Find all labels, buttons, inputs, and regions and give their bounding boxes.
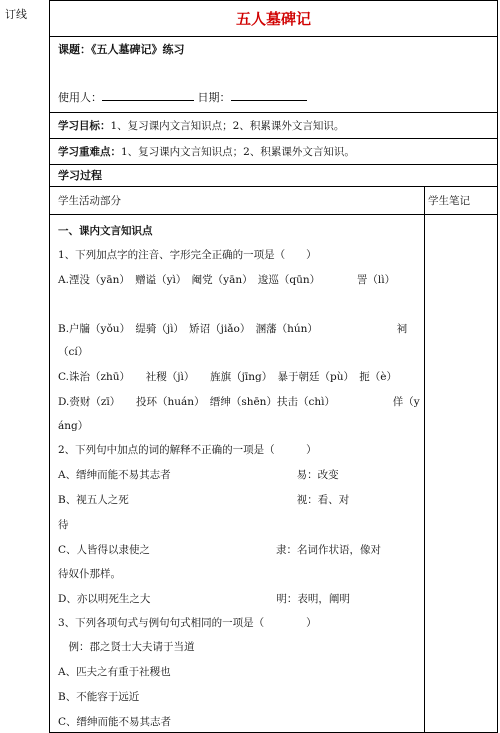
q2-option-d: D、亦以明死生之大 明：表明，阐明 [58,593,350,605]
q1-option-a: A.湮没（yān） 赠谥（yì） 阉党（yān） 逡巡（qūn） 詈（lì） [58,274,396,286]
key-points-label: 学习重难点： [58,146,121,158]
q3-example: 例：郡之贤士大夫请于当道 [58,641,195,653]
goal-text: 1、复习课内文言知识点；2、积累课外文言知识。 [110,120,345,132]
q2-option-c-cont: 待奴仆那样。 [58,568,121,580]
question-2: 2、下列句中加点的词的解释不正确的一项是（ ） [58,444,317,456]
q3-option-b: B、不能容于远近 [58,691,140,703]
question-3: 3、下列各项句式与例句句式相同的一项是（ ） [58,617,317,629]
q2-option-b: B、视五人之死 视：看、对 [58,494,350,506]
q1-option-d: D.赍财（zī） 投环（huán） 缙绅（shēn）扶击（chì） 佯（y [58,396,420,408]
section-heading: 一、课内文言知识点 [58,225,153,237]
goal-row [50,113,497,139]
q2-option-a: A、缙绅而能不易其志者 易：改变 [58,469,339,481]
worksheet-table [50,0,498,733]
q1-option-d-cont: áng） [58,420,89,432]
q3-option-c: C、缙绅而能不易其志者 [58,716,172,728]
user-date-line [58,89,307,105]
topic-label: 课题： [58,43,91,56]
q2-option-b-cont: 待 [58,519,69,531]
q1-option-b-cont: （cí） [58,346,89,358]
column-header-activities: 学生活动部分 [58,195,121,207]
page-title: 五人墓碑记 [50,1,497,37]
date-blank[interactable] [231,89,307,101]
user-blank[interactable] [102,89,194,101]
key-points-text: 1、复习课内文言知识点；2、积累课外文言知识。 [121,146,355,158]
column-header-notes: 学生笔记 [428,195,470,207]
binding-label: 订线 [5,8,27,21]
topic-value: 《五人墓碑记》练习 [91,43,185,56]
topic-line [58,41,185,57]
key-points-row [50,139,497,165]
q2-option-c: C、人皆得以隶使之 隶：名词作状语，像对 [58,544,382,556]
column-header-row [50,187,497,215]
goal-label: 学习目标： [58,120,111,132]
topic-row [50,37,497,113]
binding-margin [0,0,50,733]
column-divider [424,187,425,732]
question-1: 1、下列加点字的注音、字形完全正确的一项是（ ） [58,249,317,261]
q3-option-a: A、匹夫之有重于社稷也 [58,666,171,678]
user-label: 使用人： [58,91,102,104]
date-label: 日期： [197,91,231,104]
q1-option-c: C.诛治（zhū） 社稷（jì） 旌旗（jīng） 暴于朝廷（pù） 扼（è） [58,371,397,383]
process-heading: 学习过程 [50,165,497,187]
q1-option-b: B.户牖（yǒu） 缇骑（jì） 矫诏（jiǎo） 溷藩（hún） 祠 [58,323,408,335]
